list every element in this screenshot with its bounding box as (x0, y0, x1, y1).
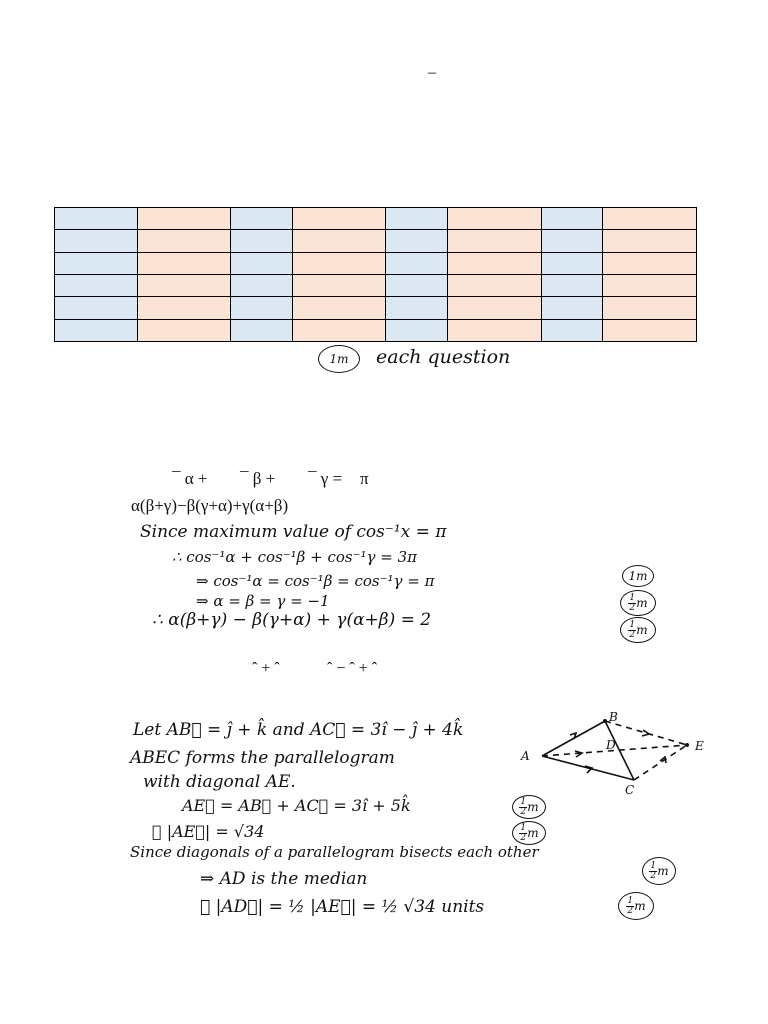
table-row (55, 252, 697, 274)
q2-line-2: ABEC forms the parallelogram (130, 748, 395, 768)
q2-line-6: Since diagonals of a parallelogram bisects each other (130, 843, 539, 861)
table-cell (603, 208, 697, 230)
arrow-be-icon (642, 730, 649, 736)
label-e: E (695, 739, 704, 753)
table-cell (293, 297, 386, 319)
q1-line-5: ∴ α(β+γ) − β(γ+α) + γ(α+β) = 2 (152, 610, 432, 630)
table-cell (448, 297, 542, 319)
scheme-note-text: each question (376, 346, 511, 368)
table-cell (55, 297, 138, 319)
answer-table (54, 207, 697, 342)
table-cell (231, 319, 293, 341)
q1-mark-half-2-num: 1 (629, 619, 636, 630)
q1-given-rhs: π (360, 469, 369, 488)
q1-mark-half-2 (620, 617, 656, 643)
table-cell (293, 274, 386, 296)
table-cell (55, 230, 138, 252)
table-cell (293, 208, 386, 230)
q1-mark-half-2-unit: m (636, 623, 648, 637)
table-cell (542, 274, 603, 296)
q2-header-b: ˆ − ˆ + ˆ (327, 660, 378, 677)
table-cell (386, 274, 448, 296)
q2-mark-half-4-num: 1 (627, 895, 634, 906)
table-cell (448, 208, 542, 230)
parallelogram-diagram (515, 708, 715, 798)
q2-mark-half-1-num: 1 (520, 796, 527, 807)
table-cell (231, 274, 293, 296)
q1-mark-half-1 (620, 590, 656, 616)
side-ce (634, 745, 687, 780)
table-cell (542, 319, 603, 341)
table-cell (603, 230, 697, 252)
q1-mark-1m (622, 565, 654, 587)
q1-line-4: ⇒ α = β = γ = −1 (196, 592, 330, 610)
table-cell (55, 252, 138, 274)
table-cell (138, 230, 231, 252)
table-row (55, 319, 697, 341)
q2-mark-half-3 (642, 857, 676, 885)
q1-expression: α(β+γ)−β(γ+α)+γ(α+β) (131, 496, 289, 515)
table-cell (231, 208, 293, 230)
label-b: B (609, 710, 618, 724)
table-cell (542, 230, 603, 252)
side-ac (542, 756, 634, 780)
table-cell (542, 252, 603, 274)
q1-line-3: ⇒ cos⁻¹α = cos⁻¹β = cos⁻¹γ = π (196, 572, 435, 590)
table-row (55, 208, 697, 230)
table-row (55, 297, 697, 319)
table-cell (448, 230, 542, 252)
arrow-ac-icon (585, 766, 592, 773)
table-cell (386, 252, 448, 274)
table-cell (138, 319, 231, 341)
scheme-mark-text: 1m (329, 352, 349, 366)
q1-mark-half-1-den: 2 (629, 602, 636, 613)
q2-line-7: ⇒ AD is the median (200, 869, 368, 889)
q2-mark-half-4-unit: m (634, 899, 646, 913)
point-b (603, 719, 607, 723)
table-cell (231, 230, 293, 252)
q1-mark-half-1-num: 1 (629, 592, 636, 603)
q1-line-2: ∴ cos⁻¹α + cos⁻¹β + cos⁻¹γ = 3π (172, 548, 417, 566)
table-cell (542, 208, 603, 230)
table-cell (231, 297, 293, 319)
point-e (685, 743, 689, 747)
q2-mark-half-2-unit: m (527, 826, 539, 840)
q2-line-1: Let AB⃗ = ĵ + k̂ and AC⃗ = 3î − ĵ + 4k̂ (133, 720, 464, 740)
q2-header-a: ˆ + ˆ (252, 660, 280, 677)
q2-mark-half-4 (618, 892, 654, 920)
table-cell (603, 274, 697, 296)
q1-mark-half-1-unit: m (636, 596, 648, 610)
table-row (55, 230, 697, 252)
q2-line-3: with diagonal AE. (143, 772, 296, 792)
table-cell (386, 230, 448, 252)
q2-mark-half-2-den: 2 (520, 832, 527, 843)
side-be (605, 721, 687, 745)
label-a: A (521, 749, 530, 763)
q2-mark-half-3-unit: m (657, 864, 669, 878)
table-cell (448, 319, 542, 341)
q1-mark-half-2-den: 2 (629, 629, 636, 640)
q1-given-c: ¯ γ = (308, 469, 343, 488)
q2-mark-half-1 (512, 795, 546, 819)
table-cell (55, 208, 138, 230)
q2-mark-half-4-den: 2 (627, 905, 634, 916)
label-c: C (625, 783, 635, 797)
table-cell (55, 319, 138, 341)
q2-mark-half-2-num: 1 (520, 822, 527, 833)
q2-line-5: ∴ |AE⃗| = √34 (152, 822, 265, 841)
table-cell (603, 297, 697, 319)
scheme-mark-badge (318, 345, 360, 373)
q1-given-b: ¯ β + (240, 469, 276, 488)
q1-given-a: ¯ α + (172, 469, 208, 488)
q2-mark-half-2 (512, 821, 546, 845)
table-cell (448, 274, 542, 296)
q1-mark-1m-text: 1m (628, 569, 648, 583)
table-cell (603, 319, 697, 341)
q2-mark-half-3-den: 2 (650, 870, 657, 881)
table-row (55, 274, 697, 296)
table-cell (138, 274, 231, 296)
q2-mark-half-3-num: 1 (650, 860, 657, 871)
table-cell (386, 208, 448, 230)
header-stray-mark: – (428, 64, 436, 81)
q2-mark-half-1-den: 2 (520, 806, 527, 817)
table-cell (293, 230, 386, 252)
table-cell (386, 297, 448, 319)
table-cell (293, 252, 386, 274)
table-cell (231, 252, 293, 274)
table-cell (293, 319, 386, 341)
label-d: D (606, 738, 616, 752)
q2-line-4: AE⃗ = AB⃗ + AC⃗ = 3î + 5k̂ (182, 796, 411, 815)
table-cell (542, 297, 603, 319)
table-cell (386, 319, 448, 341)
table-cell (448, 252, 542, 274)
table-cell (138, 252, 231, 274)
q2-mark-half-1-unit: m (527, 800, 539, 814)
table-cell (138, 297, 231, 319)
q2-line-8: ∴ |AD⃗| = ½ |AE⃗| = ½ √34 units (200, 897, 485, 917)
table-cell (55, 274, 138, 296)
table-cell (603, 252, 697, 274)
table-cell (138, 208, 231, 230)
q1-line-1: Since maximum value of cos⁻¹x = π (140, 522, 447, 542)
